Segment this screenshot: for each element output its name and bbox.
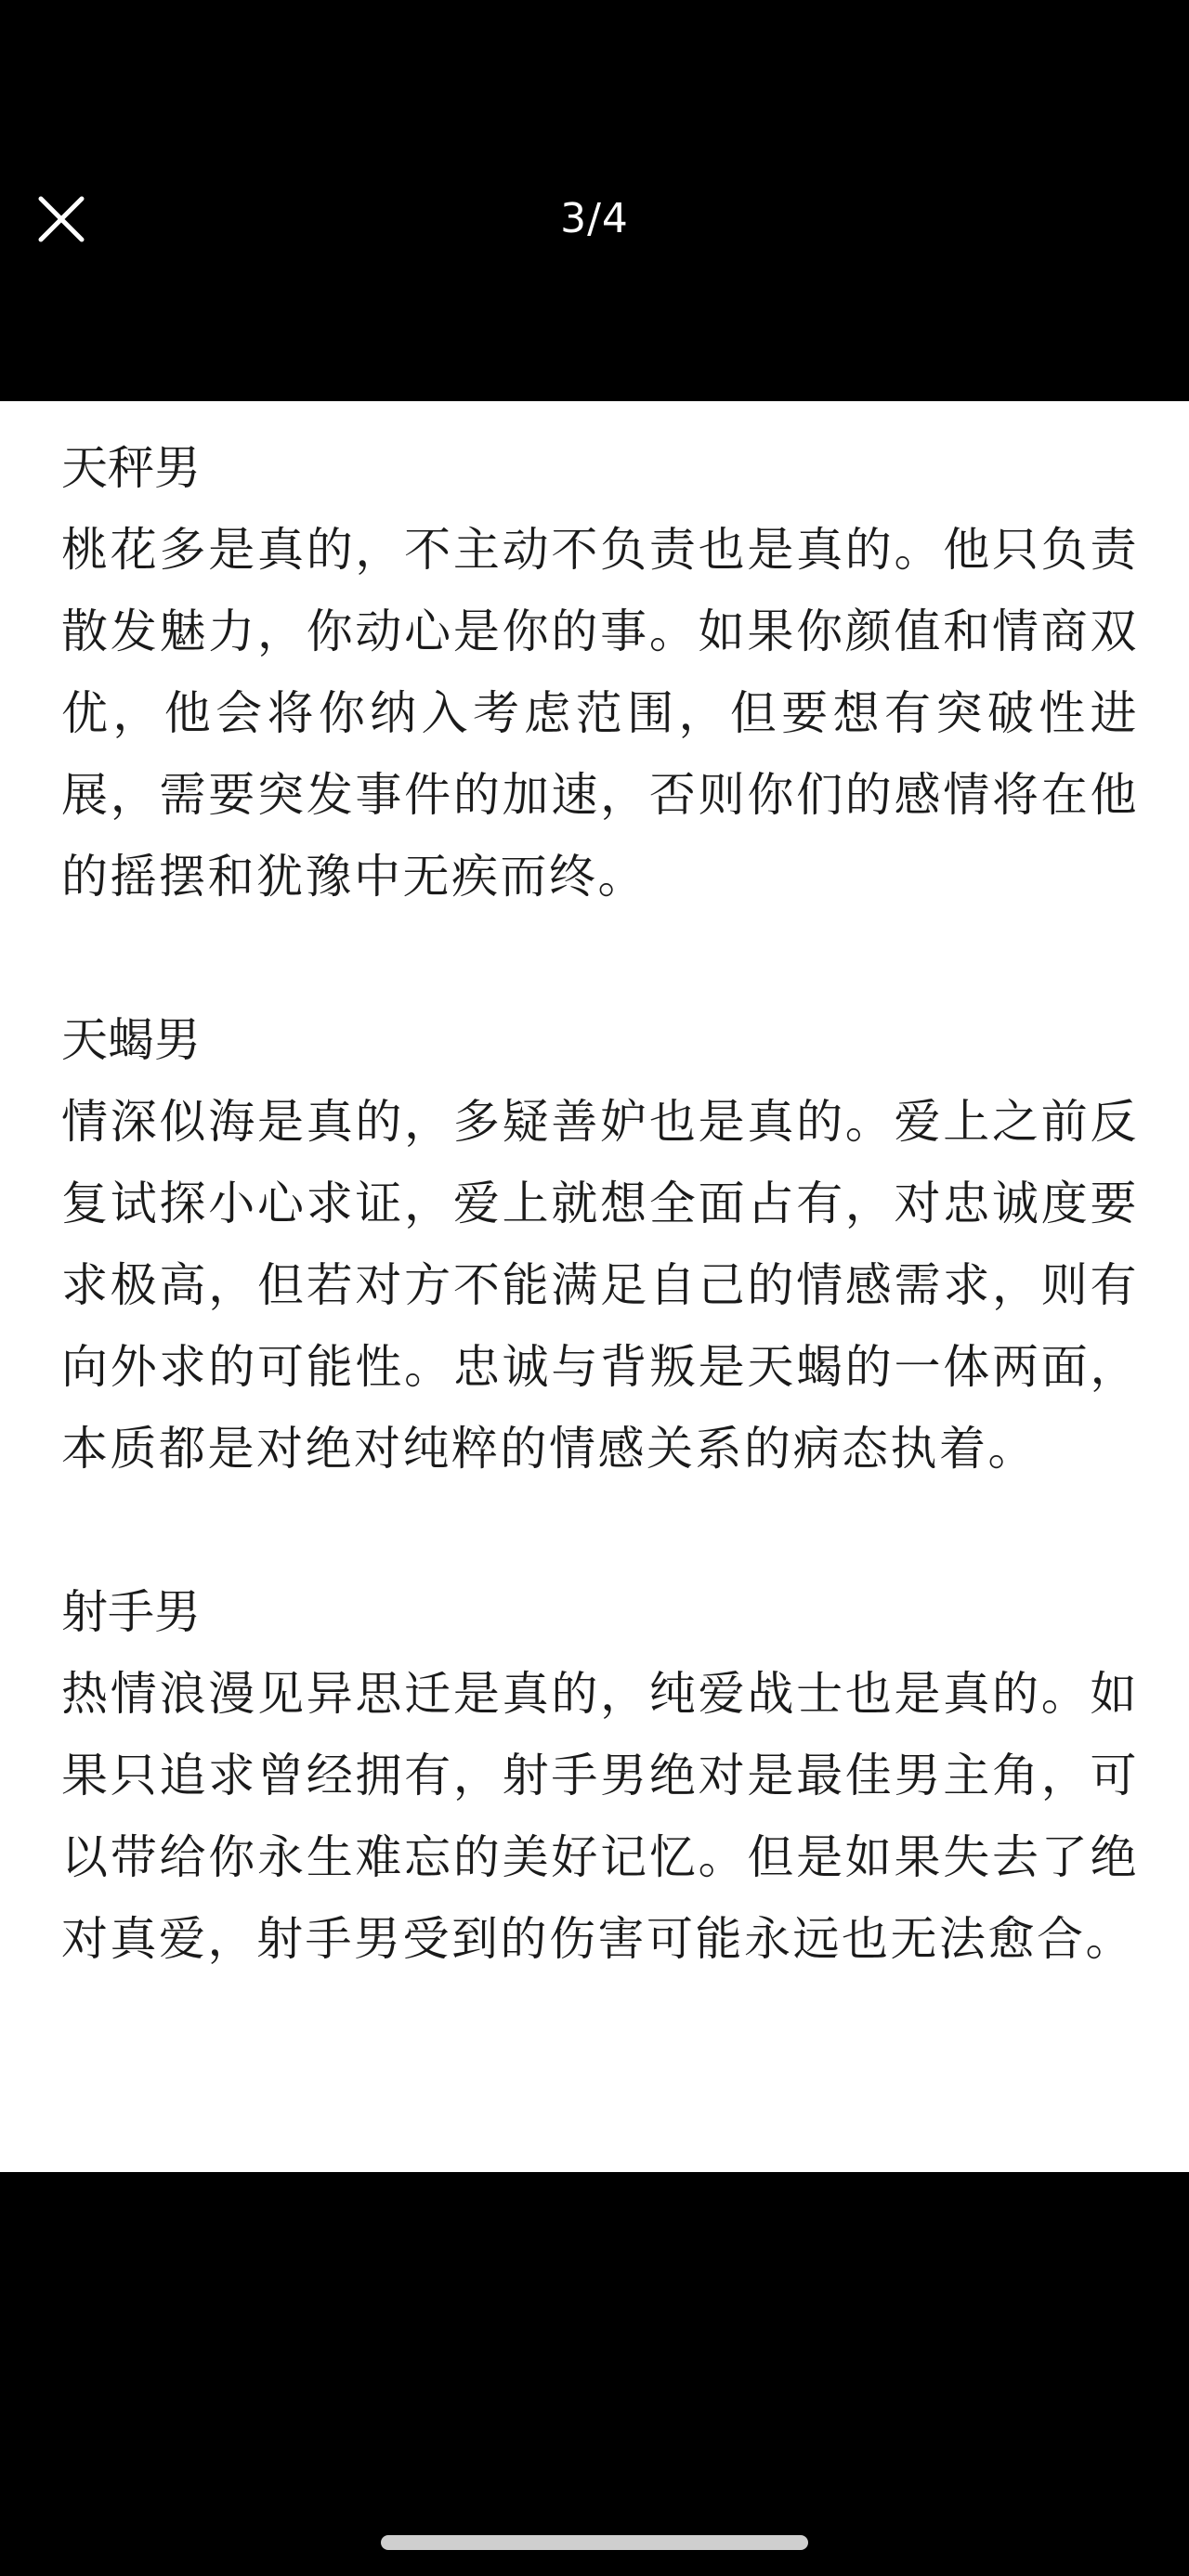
viewer-header: [0, 0, 1189, 401]
section-title: 射手男: [61, 1585, 201, 1639]
page-counter: 3/4: [560, 195, 629, 242]
section-title: 天秤男: [61, 441, 201, 495]
section-libra: [61, 427, 1139, 917]
section-sagittarius: [61, 1571, 1139, 1980]
section-scorpio: [61, 999, 1139, 1490]
section-body: 热情浪漫见异思迁是真的，纯爱战士也是真的。如果只追求曾经拥有，射手男绝对是最佳男主角，可以带给你永生难忘的美好记忆。但是如果失去了绝对真爱，射手男受到的伤害可能永远也无法愈合。: [61, 1667, 1139, 1966]
section-body: 情深似海是真的，多疑善妒也是真的。爱上之前反复试探小心求证，爱上就想全面占有，对忠诚度要求极高，但若对方不能满足自己的情感需求，则有向外求的可能性。忠诚与背叛是天蝎的一体两面，本质都是对绝对纯粹的情感关系的病态执着。: [61, 1095, 1139, 1476]
image-content: [0, 401, 1189, 2172]
home-indicator[interactable]: [381, 2535, 808, 2550]
article-text: [61, 427, 1139, 1980]
section-title: 天蝎男: [61, 1013, 201, 1067]
viewer-footer: [0, 2172, 1189, 2576]
section-body: 桃花多是真的，不主动不负责也是真的。他只负责散发魅力，你动心是你的事。如果你颜值和情商双优，他会将你纳入考虑范围，但要想有突破性进展，需要突发事件的加速，否则你们的感情将在他的摇摆和犹豫中无疾而终。: [61, 523, 1139, 904]
